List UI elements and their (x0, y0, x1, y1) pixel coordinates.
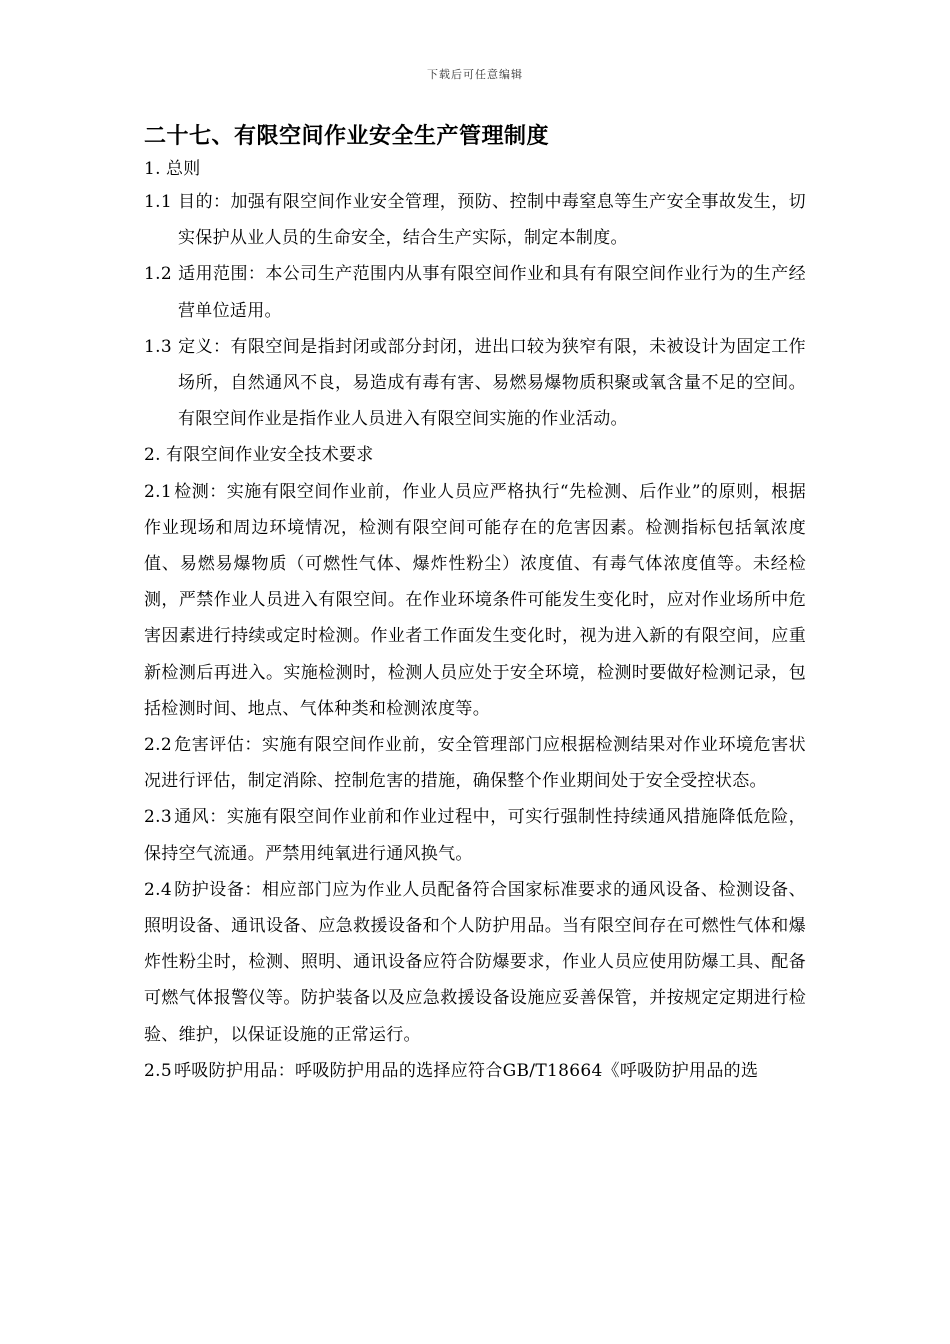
clause-text: 适用范围：本公司生产范围内从事有限空间作业和具有有限空间作业行为的生产经营单位适用。 (178, 264, 806, 321)
clause-number: 2.3 (144, 807, 172, 828)
clause-number: 2.2 (144, 735, 172, 756)
clause-number: 1.3 (144, 336, 172, 357)
clause-2-1 (144, 474, 806, 727)
clause-number: 1.2 (144, 264, 172, 285)
clause-number: 2.4 (144, 879, 172, 900)
section-heading-1 (144, 154, 806, 184)
clause-number: 2.1 (144, 481, 172, 502)
document-title: 二十七、有限空间作业安全生产管理制度 (144, 124, 550, 149)
clause-1-3 (144, 329, 806, 438)
section-title: 有限空间作业安全技术要求 (166, 445, 374, 466)
section-heading-2 (144, 437, 806, 473)
clause-text: 呼吸防护用品：呼吸防护用品的选择应符合GB/T18664《呼吸防护用品的选 (173, 1060, 759, 1081)
clause-1-2 (144, 256, 806, 328)
section-number: 1. (144, 159, 161, 179)
clause-text: 定义：有限空间是指封闭或部分封闭，进出口较为狭窄有限，未被设计为固定工作场所，自然通风不良，易造成有毒有害、易燃易爆物质积聚或氧含量不足的空间。有限空间作业是指作业人员进入有限空间实施的作业活动。 (178, 336, 806, 430)
section-number: 2. (144, 445, 161, 466)
clause-text: 危害评估：实施有限空间作业前，安全管理部门应根据检测结果对作业环境危害状况进行评估，制定消除、控制危害的措施，确保整个作业期间处于安全受控状态。 (144, 735, 806, 792)
clause-1-1 (144, 184, 806, 256)
clause-2-3 (144, 799, 806, 871)
clause-2-5 (144, 1053, 806, 1089)
clause-number: 1.1 (144, 192, 172, 212)
document-body (144, 120, 806, 1089)
clause-2-2 (144, 727, 806, 799)
header-note: 下载后可任意编辑 (427, 68, 523, 81)
clause-text: 防护设备：相应部门应为作业人员配备符合国家标准要求的通风设备、检测设备、照明设备、通讯设备、应急救援设备和个人防护用品。当有限空间存在可燃性气体和爆炸性粉尘时，检测、照明、通讯设备应符合防爆要求，作业人员应使用防爆工具、配备可燃气体报警仪等。防护装备以及应急救援设备设施应妥善保管，并按规定定期进行检验、维护，以保证设施的正常运行。 (144, 879, 806, 1045)
clause-text: 目的：加强有限空间作业安全管理，预防、控制中毒窒息等生产安全事故发生，切实保护从业人员的生命安全，结合生产实际，制定本制度。 (178, 192, 806, 249)
clause-2-4 (144, 872, 806, 1053)
section-title: 总则 (166, 159, 201, 179)
clause-text: 检测：实施有限空间作业前，作业人员应严格执行“先检测、后作业”的原则，根据作业现场和周边环境情况，检测有限空间可能存在的危害因素。检测指标包括氧浓度值、易燃易爆物质（可燃性气体、爆炸性粉尘）浓度值、有毒气体浓度值等。未经检测，严禁作业人员进入有限空间。在作业环境条件可能发生变化时，应对作业场所中危害因素进行持续或定时检测。作业者工作面发生变化时，视为进入新的有限空间，应重新检测后再进入。实施检测时，检测人员应处于安全环境，检测时要做好检测记录，包括检测时间、地点、气体种类和检测浓度等。 (144, 481, 806, 719)
clause-text: 通风：实施有限空间作业前和作业过程中，可实行强制性持续通风措施降低危险，保持空气流通。严禁用纯氧进行通风换气。 (144, 807, 806, 864)
clause-number: 2.5 (144, 1060, 172, 1081)
